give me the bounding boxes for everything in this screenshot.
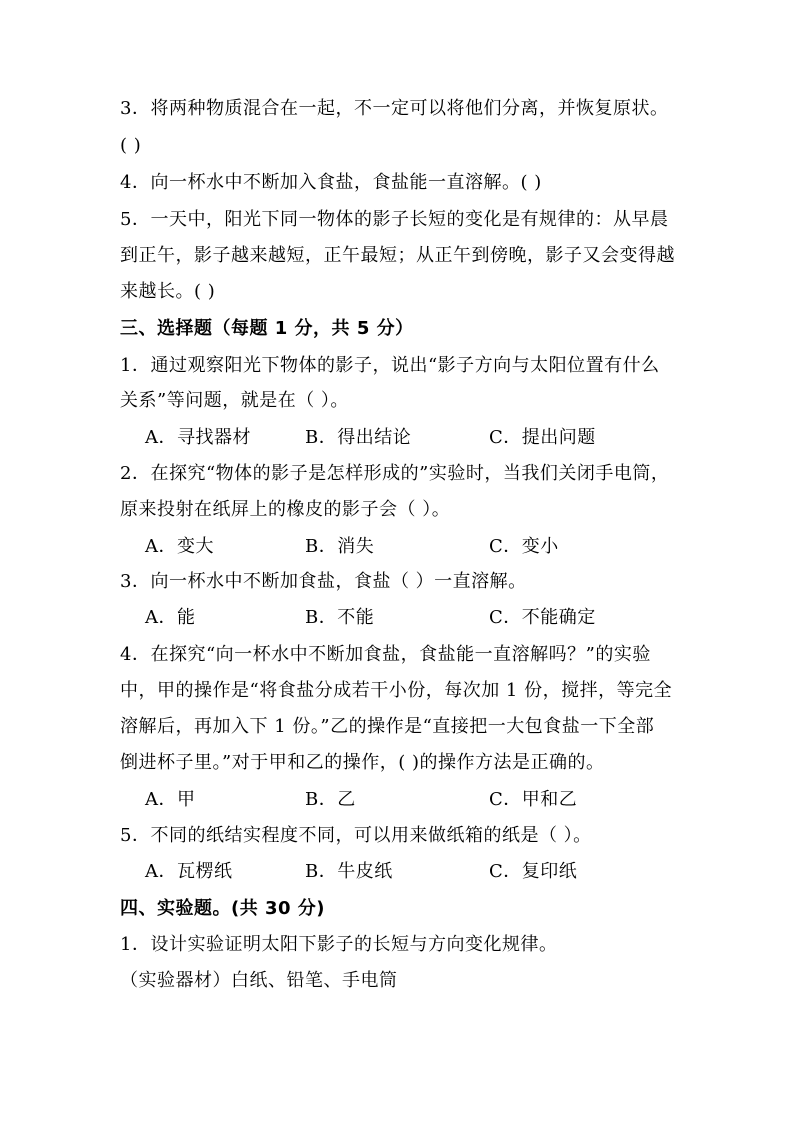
section-heading: 三、选择题（每题 1 分，共 5 分） — [120, 318, 414, 339]
question-text: 2．在探究“物体的影子是怎样形成的”实验时，当我们关闭手电筒， — [120, 463, 670, 484]
option-a: A．甲 — [145, 789, 196, 810]
option-c: C．提出问题 — [489, 427, 596, 448]
question-text: 4．在探究“向一杯水中不断加食盐，食盐能一直溶解吗？”的实验 — [120, 644, 651, 665]
option-b: B．牛皮纸 — [305, 861, 393, 882]
question-text: 3．向一杯水中不断加食盐，食盐（ ）一直溶解。 — [120, 571, 527, 592]
option-c: C．甲和乙 — [489, 789, 578, 810]
option-b: B．不能 — [305, 607, 375, 628]
option-c: C．变小 — [489, 536, 559, 557]
question-text: 来越长。( ) — [120, 281, 216, 302]
question-text: 5．一天中，阳光下同一物体的影子长短的变化是有规律的：从早晨 — [120, 209, 669, 230]
option-b: B．消失 — [305, 536, 375, 557]
question-text: 1．通过观察阳光下物体的影子，说出“影子方向与太阳位置有什么 — [120, 355, 660, 376]
option-a: A．寻找器材 — [145, 427, 251, 448]
section-heading: 四、实验题。(共 30 分) — [120, 898, 326, 919]
option-a: A．瓦楞纸 — [145, 861, 233, 882]
option-a: A．能 — [145, 607, 196, 628]
question-text: 关系”等问题，就是在（ ）。 — [120, 390, 349, 411]
question-text: 溶解后，再加入下 1 份。”乙的操作是“直接把一大包食盐一下全部 — [120, 716, 655, 737]
question-text: 4．向一杯水中不断加入食盐，食盐能一直溶解。( ) — [120, 172, 542, 193]
option-b: B．得出结论 — [305, 427, 412, 448]
question-text: 倒进杯子里。”对于甲和乙的操作，( )的操作方法是正确的。 — [120, 752, 605, 773]
option-c: C．不能确定 — [489, 607, 596, 628]
answer-blank: ( ) — [120, 135, 142, 156]
question-text: 1．设计实验证明太阳下影子的长短与方向变化规律。 — [120, 934, 558, 955]
question-text: 原来投射在纸屏上的橡皮的影子会（ ）。 — [120, 499, 451, 520]
question-text: 5．不同的纸结实程度不同，可以用来做纸箱的纸是（ ）。 — [120, 825, 592, 846]
question-text: （实验器材）白纸、铅笔、手电筒 — [120, 970, 398, 991]
option-c: C．复印纸 — [489, 861, 578, 882]
option-a: A．变大 — [145, 536, 214, 557]
option-b: B．乙 — [305, 789, 356, 810]
question-text: 中，甲的操作是“将食盐分成若干小份，每次加 1 份，搅拌，等完全 — [120, 680, 673, 701]
question-text: 3．将两种物质混合在一起，不一定可以将他们分离，并恢复原状。 — [120, 98, 669, 119]
question-text: 到正午，影子越来越短，正午最短；从正午到傍晚，影子又会变得越 — [120, 245, 675, 266]
